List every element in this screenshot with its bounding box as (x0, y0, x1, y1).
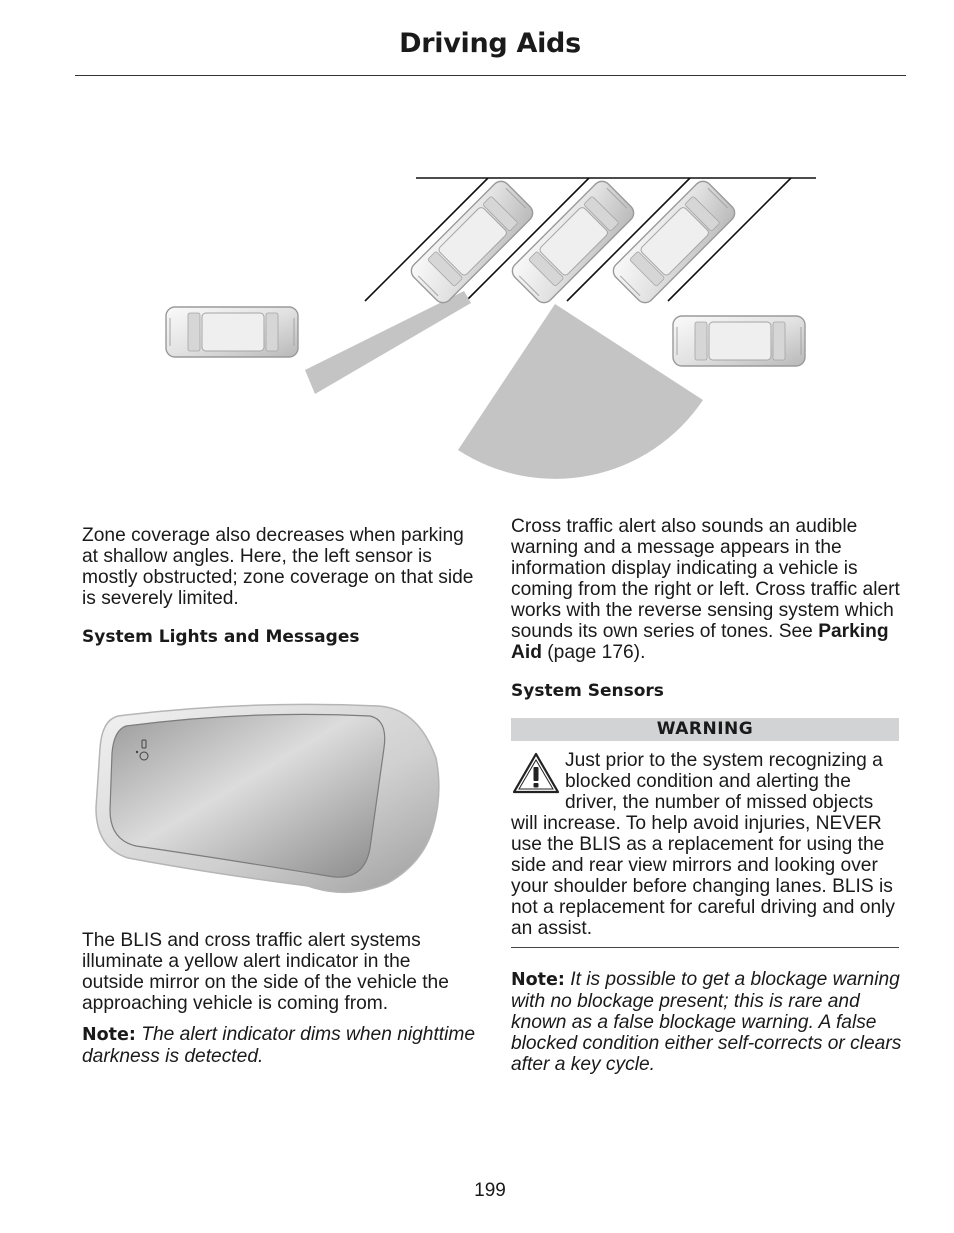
page-title: Driving Aids (399, 28, 581, 59)
blis-indicator-paragraph: The BLIS and cross traffic alert systems illuminate a yellow alert indicator in the outside mirror on the side of the vehicle the approaching vehicle is coming from. (82, 930, 449, 1014)
side-mirror-illustration (88, 698, 443, 903)
warning-label-bar: WARNING (511, 718, 899, 741)
warning-triangle-icon (512, 752, 560, 794)
zone-coverage-paragraph: Zone coverage also decreases when parking at shallow angles. Here, the left sensor is mostly obstructed; zone coverage on that side is severely limited. (82, 525, 474, 609)
warning-text-lead: Just prior to the system recognizing a blocked condition and alerting the driver, the number of missed objects (565, 750, 883, 813)
parking-angle-diagram (150, 160, 830, 490)
note-label: Note: (511, 970, 565, 990)
note-label: Note: (82, 1025, 136, 1045)
cross-traffic-paragraph: Cross traffic alert also sounds an audible warning and a message appears in the information display indicating a vehicle is coming from the right or left. Cross traffic alert works with the reverse sensing system which sounds its own series of tones. See Parking Aid (page 176). (511, 516, 900, 663)
section-heading-system-lights: System Lights and Messages (82, 627, 360, 647)
note-text: It is possible to get a blockage warning with no blockage present; this is rare and known as a false blockage warning. A false blocked condition either self-corrects or clears after a key cycle. (511, 969, 902, 1075)
note-text: The alert indicator dims when nighttime darkness is detected. (82, 1024, 476, 1067)
warning-text-tail: will increase. To help avoid injuries, NEVER use the BLIS as a replacement for using the side and rear view mirrors and looking over your shoulder before changing lanes. BLIS is not a replacement for careful driving and only an assist. (511, 813, 895, 939)
title-divider (75, 75, 906, 76)
section-heading-system-sensors: System Sensors (511, 681, 664, 701)
warning-divider (511, 947, 899, 948)
page-number: 199 (474, 1180, 506, 1201)
parking-aid-link[interactable]: Parking Aid (511, 621, 889, 663)
alert-indicator-note (82, 1024, 477, 1067)
blockage-note (511, 969, 903, 1075)
